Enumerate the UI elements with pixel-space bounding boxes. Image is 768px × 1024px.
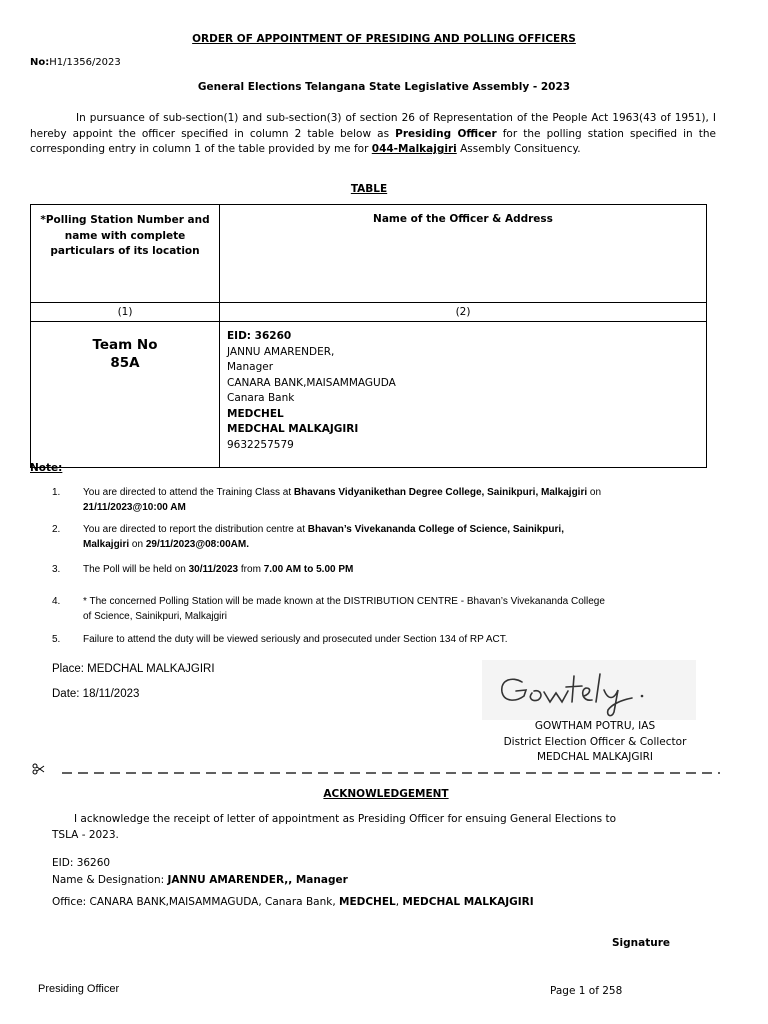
ack-office-label: Office: CANARA BANK,MAISAMMAGUDA, Canara Bank, (52, 896, 340, 908)
acknowledgement-text (52, 812, 632, 843)
signature-label: Signature (612, 937, 671, 949)
ack-office (52, 896, 534, 908)
table-row (31, 322, 707, 468)
reference-label: No: (30, 57, 50, 68)
reference-value: H1/1356/2023 (49, 57, 121, 68)
footer-left: Presiding Officer (38, 983, 120, 995)
intro-paragraph (30, 111, 716, 158)
signatory-name: GOWTHAM POTRU, IAS (534, 720, 656, 732)
note-text: * The concerned Polling Station will be made known at the DISTRIBUTION CENTRE - Bhavan’s Vivekananda College of Science, Sainikpuri, Malkajgiri (83, 596, 605, 622)
signatory-block (480, 719, 710, 766)
team-label: Team No (92, 337, 158, 353)
scissors-icon (32, 762, 722, 776)
officer-bank: Canara Bank (227, 392, 295, 404)
note-text-mid: from (238, 564, 264, 575)
note-bold: 30/11/2023 (188, 564, 239, 575)
appointment-table (30, 204, 707, 468)
note-bold-2: 7.00 AM to 5.00 PM (263, 564, 354, 575)
officer-office: CANARA BANK,MAISAMMAGUDA (227, 376, 396, 389)
document-title: ORDER OF APPOINTMENT OF PRESIDING AND POLLING OFFICERS (192, 33, 576, 45)
officer-mandal: MEDCHEL (227, 407, 284, 420)
table-header-row (31, 205, 707, 303)
col2-number: (2) (220, 303, 707, 322)
note-text: You are directed to attend the Training Class at (83, 487, 294, 498)
note-text: You are directed to report the distribution centre at (83, 524, 308, 535)
officer-phone: 9632257579 (227, 438, 294, 451)
note-item (52, 522, 612, 552)
team-number: 85A (110, 355, 140, 371)
note-number: 2. (52, 524, 61, 535)
ack-office-mandal: MEDCHEL (339, 896, 396, 908)
footer-page-number: Page 1 of 258 (550, 985, 623, 997)
signature-scribble-icon (482, 660, 696, 720)
col1-number: (1) (31, 303, 220, 322)
note-number: 5. (52, 634, 61, 645)
note-bold: Bhavans Vidyanikethan Degree College, Sainikpuri, Malkajgiri (293, 487, 588, 498)
intro-text-1: In pursuance of sub-section(1) and sub-section(3) of section 26 of Representation of the People Act 1963(43 of 1951), I hereby appoint the officer specified in column 2 table below as (30, 112, 716, 140)
handwritten-signature (482, 660, 696, 720)
note-text: The Poll will be held on (83, 564, 189, 575)
ack-office-district: MEDCHAL MALKAJGIRI (402, 896, 534, 908)
col1-header: *Polling Station Number and name with complete particulars of its location (31, 205, 220, 303)
note-item (52, 594, 612, 624)
ack-name-label: Name & Designation: (52, 874, 168, 886)
note-text-mid: on (587, 487, 602, 498)
intro-text-3: Assembly Consituency. (456, 143, 581, 155)
col2-header: Name of the Officer & Address (220, 205, 707, 303)
officer-district: MEDCHAL MALKAJGIRI (227, 423, 359, 435)
team-cell (31, 322, 220, 468)
document-subtitle: General Elections Telangana State Legislative Assembly - 2023 (197, 81, 571, 93)
reference-number (30, 57, 121, 68)
note-number: 1. (52, 487, 61, 498)
signatory-district: MEDCHAL MALKAJGIRI (536, 751, 654, 763)
place-line: Place: MEDCHAL MALKAJGIRI (52, 663, 215, 675)
notes-heading: Note: (30, 462, 63, 474)
note-item (52, 632, 612, 647)
note-bold-2: 21/11/2023@10:00 AM (83, 502, 186, 513)
officer-name: JANNU AMARENDER, (227, 345, 335, 358)
table-caption: TABLE (350, 183, 388, 195)
acknowledgement-heading: ACKNOWLEDGEMENT (323, 788, 449, 800)
note-bold: Bhavan’s Vivekananda College of Science, Sainikpuri, Malkajgiri (83, 524, 564, 550)
note-item (52, 485, 612, 515)
note-text: Failure to attend the duty will be viewed seriously and prosecuted under Section 134 of RP ACT. (83, 634, 508, 645)
intro-text-2: for the polling station specified in the corresponding entry in column 1 of the table provided by me for (30, 127, 717, 155)
signatory-title: District Election Officer & Collector (503, 735, 687, 748)
ack-eid: EID: 36260 (52, 857, 111, 869)
note-number: 4. (52, 596, 61, 607)
ack-office-sep: , (395, 896, 403, 908)
cut-line (32, 762, 722, 776)
ack-name-value: JANNU AMARENDER,, Manager (167, 874, 348, 886)
intro-role: Presiding Officer (395, 127, 497, 140)
table-number-row (31, 303, 707, 322)
note-bold-2: 29/11/2023@08:00AM. (145, 539, 249, 550)
officer-designation: Manager (227, 361, 274, 373)
note-item (52, 562, 612, 577)
acknowledgement-body: I acknowledge the receipt of letter of appointment as Presiding Officer for ensuing General Elections to TSLA - 2023. (52, 813, 617, 841)
ack-name-designation (52, 874, 348, 886)
officer-eid: EID: 36260 (227, 330, 292, 342)
note-number: 3. (52, 564, 61, 575)
officer-cell (220, 322, 707, 468)
intro-constituency: 044-Malkajgiri (371, 143, 457, 155)
date-line: Date: 18/11/2023 (52, 688, 140, 700)
note-text-mid: on (129, 539, 146, 550)
